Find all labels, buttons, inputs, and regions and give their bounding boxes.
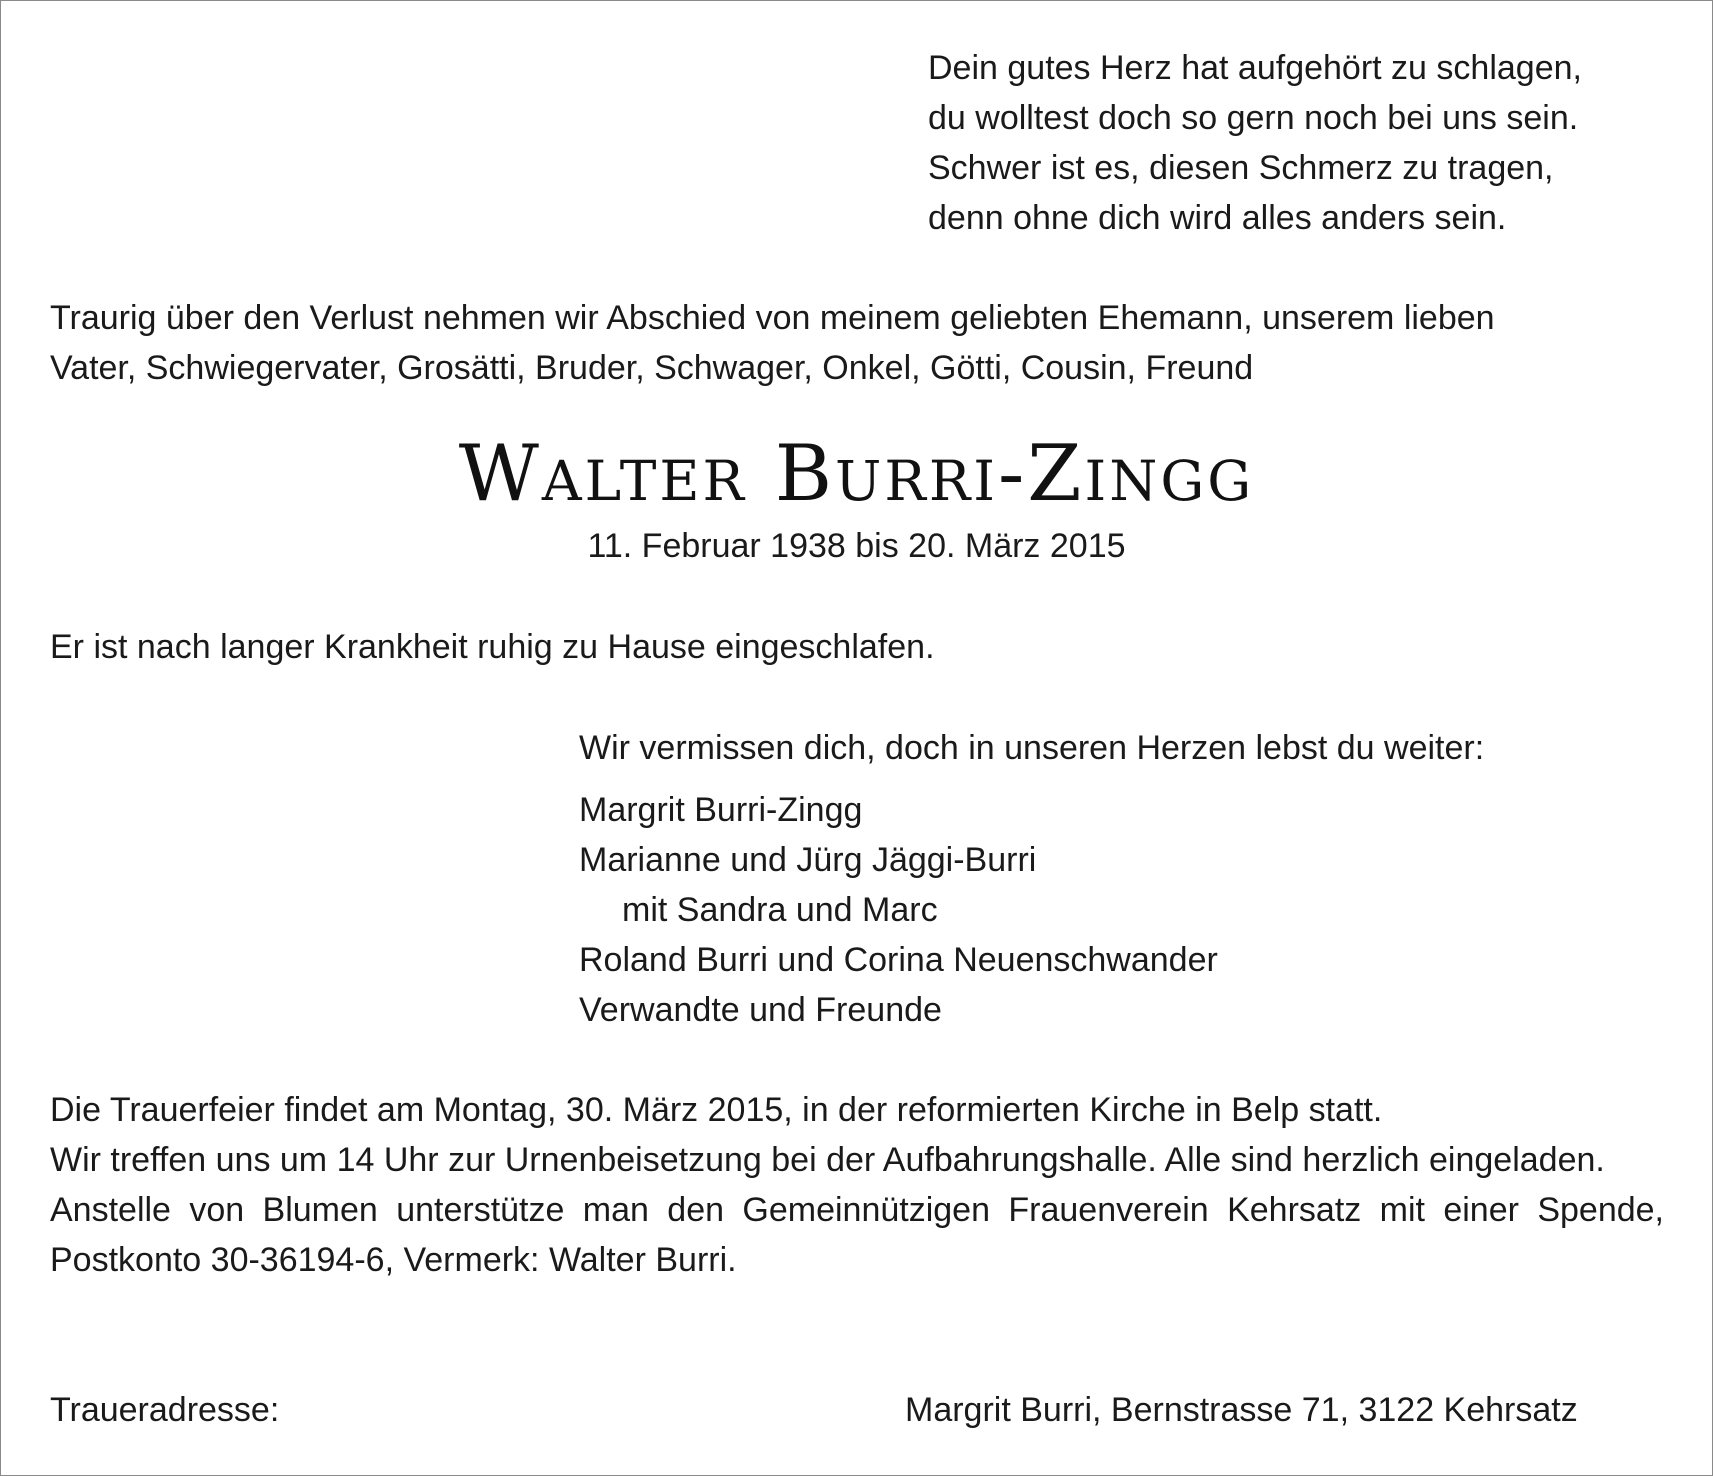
passing-note: Er ist nach langer Krankheit ruhig zu Hause eingeschlafen. [50,628,935,666]
mourning-address: Margrit Burri, Bernstrasse 71, 3122 Kehrsatz [905,1391,1578,1429]
poem-line: Dein gutes Herz hat aufgehört zu schlagen, [928,49,1582,87]
mourner-name: Marianne und Jürg Jäggi-Burri [579,841,1037,879]
ceremony-info: Die Trauerfeier findet am Montag, 30. März 2015, in der reformierten Kirche in Belp statt. [50,1091,1383,1129]
mourning-address-label: Traueradresse: [50,1391,280,1429]
poem-line: denn ohne dich wird alles anders sein. [928,199,1507,237]
mourners-lead: Wir vermissen dich, doch in unseren Herzen lebst du weiter: [579,729,1485,767]
mourner-name: Roland Burri und Corina Neuenschwander [579,941,1218,979]
poem [928,43,1688,243]
poem-line: du wolltest doch so gern noch bei uns sein. [928,99,1579,137]
mourners-block [579,723,1659,1035]
mourner-name: mit Sandra und Marc [622,891,938,929]
poem-line: Schwer ist es, diesen Schmerz zu tragen, [928,149,1554,187]
intro-line: Traurig über den Verlust nehmen wir Abschied von meinem geliebten Ehemann, unserem lieben [50,299,1495,337]
service-details [50,1085,1664,1285]
farewell-intro [50,293,1670,393]
life-dates: 11. Februar 1938 bis 20. März 2015 [587,527,1126,565]
donation-info: Anstelle von Blumen unterstütze man den Gemeinnützigen Frauenverein Kehrsatz mit einer Spende, Postkonto 30-36194-6, Vermerk: Walter Burri. [50,1191,1664,1279]
mourner-name: Verwandte und Freunde [579,991,942,1029]
burial-info: Wir treffen uns um 14 Uhr zur Urnenbeisetzung bei der Aufbahrungshalle. Alle sind herzlich eingeladen. [50,1141,1605,1179]
intro-line: Vater, Schwiegervater, Grosätti, Bruder, Schwager, Onkel, Götti, Cousin, Freund [50,349,1254,387]
mourner-name: Margrit Burri-Zingg [579,791,863,829]
deceased-name: Walter Burri-Zingg [458,429,1255,519]
